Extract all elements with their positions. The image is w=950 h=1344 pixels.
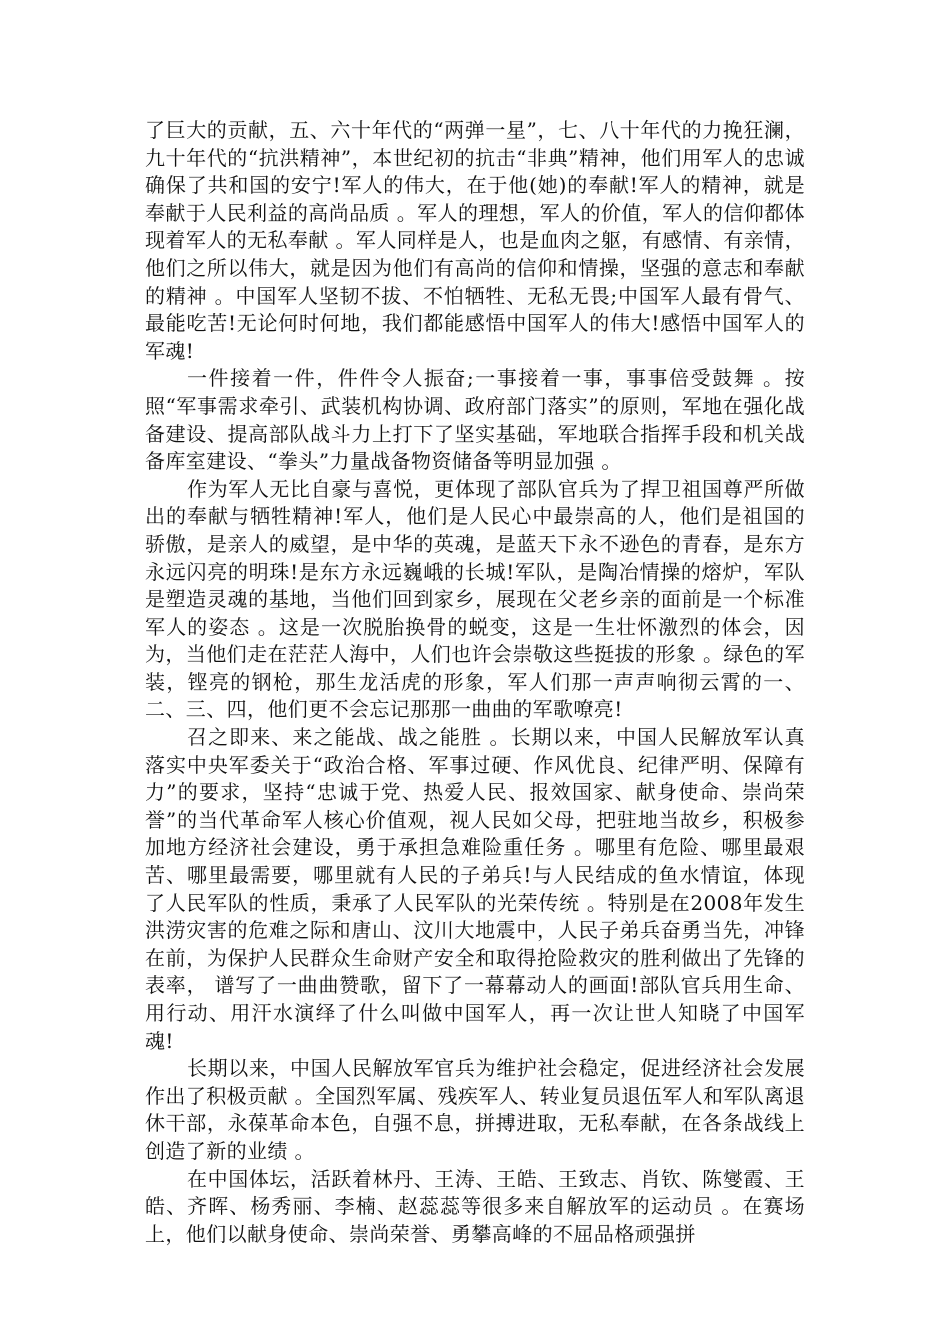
paragraph-2: 一件接着一件，件件令人振奋;一事接着一事，事事倍受鼓舞 。按照“军事需求牵引、武装机构协调、政府部门落实”的原则，军地在强化战备建设、提高部队战斗力上打下了坚实基础，军地联合指挥手段和机关战备库室建设、“拳头”力量战备物资储备等明显加强 。	[145, 366, 805, 474]
paragraph-1: 了巨大的贡献，五、六十年代的“两弹一星”，七、八十年代的力挽狂澜，九十年代的“抗洪精神”，本世纪初的抗击“非典”精神，他们用军人的忠诚确保了共和国的安宁!军人的伟大，在于他(她)的奉献!军人的精神，就是奉献于人民利益的高尚品质 。军人的理想，军人的价值，军人的信仰都体现着军人的无私奉献 。军人同样是人，也是血肉之躯，有感情、有亲情，他们之所以伟大，就是因为他们有高尚的信仰和情操，坚强的意志和奉献的精神 。中国军人坚韧不拔、不怕牺牲、无私无畏;中国军人最有骨气、最能吃苦!无论何时何地，我们都能感悟中国军人的伟大!感悟中国军人的军魂!	[145, 118, 805, 363]
paragraph-6: 在中国体坛，活跃着林丹、王涛、王皓、王致志、肖钦、陈燮霞、王皓、齐晖、杨秀丽、李楠、赵蕊蕊等很多来自解放军的运动员 。在赛场上，他们以献身使命、崇尚荣誉、勇攀高峰的不屈品格顽强拼	[145, 1166, 805, 1246]
document-body	[145, 117, 805, 1248]
paragraph-3: 作为军人无比自豪与喜悦，更体现了部队官兵为了捍卫祖国尊严所做出的奉献与牺牲精神!军人，他们是人民心中最崇高的人，他们是祖国的骄傲，是亲人的威望，是中华的英魂，是蓝天下永不逊色的青春，是东方永远闪亮的明珠!是东方永远巍峨的长城!军队，是陶冶情操的熔炉，军队是塑造灵魂的基地，当他们回到家乡，展现在父老乡亲的面前是一个标准军人的姿态 。这是一次脱胎换骨的蜕变，这是一生壮怀激烈的体会，因为，当他们走在茫茫人海中，人们也许会崇敬这些挺拔的形象 。绿色的军装，铿亮的钢枪，那生龙活虎的形象，军人们那一声声响彻云霄的一、二、三、四，他们更不会忘记那那一曲曲的军歌嘹亮!	[145, 476, 805, 722]
paragraph-5: 长期以来，中国人民解放军官兵为维护社会稳定，促进经济社会发展作出了积极贡献 。全国烈军属、残疾军人、转业复员退伍军人和军队离退休干部，永葆革命本色，自强不息，拼搏进取，无私奉献，在各条战线上创造了新的业绩 。	[145, 1056, 805, 1163]
paragraph-4: 召之即来、来之能战、战之能胜 。长期以来，中国人民解放军认真落实中央军委关于“政治合格、军事过硬、作风优良、纪律严明、保障有力”的要求，坚持“忠诚于党、热爱人民、报效国家、献身使命、崇尚荣誉”的当代革命军人核心价值观，视人民如父母，把驻地当故乡，积极参加地方经济社会建设，勇于承担急难险重任务 。哪里有危险、哪里最艰苦、哪里最需要，哪里就有人民的子弟兵!与人民结成的鱼水情谊，体现了人民军队的性质，秉承了人民军队的光荣传统 。特别是在2008年发生洪涝灾害的危难之际和唐山、汶川大地震中，人民子弟兵奋勇当先，冲锋在前，为保护人民群众生命财产安全和取得抢险救灾的胜利做出了先锋的表率， 谱写了一曲曲赞歌，留下了一幕幕动人的画面!部队官兵用生命、用行动、用汗水演绎了什么叫做中国军人，再一次让世人知晓了中国军魂!	[145, 725, 805, 1053]
